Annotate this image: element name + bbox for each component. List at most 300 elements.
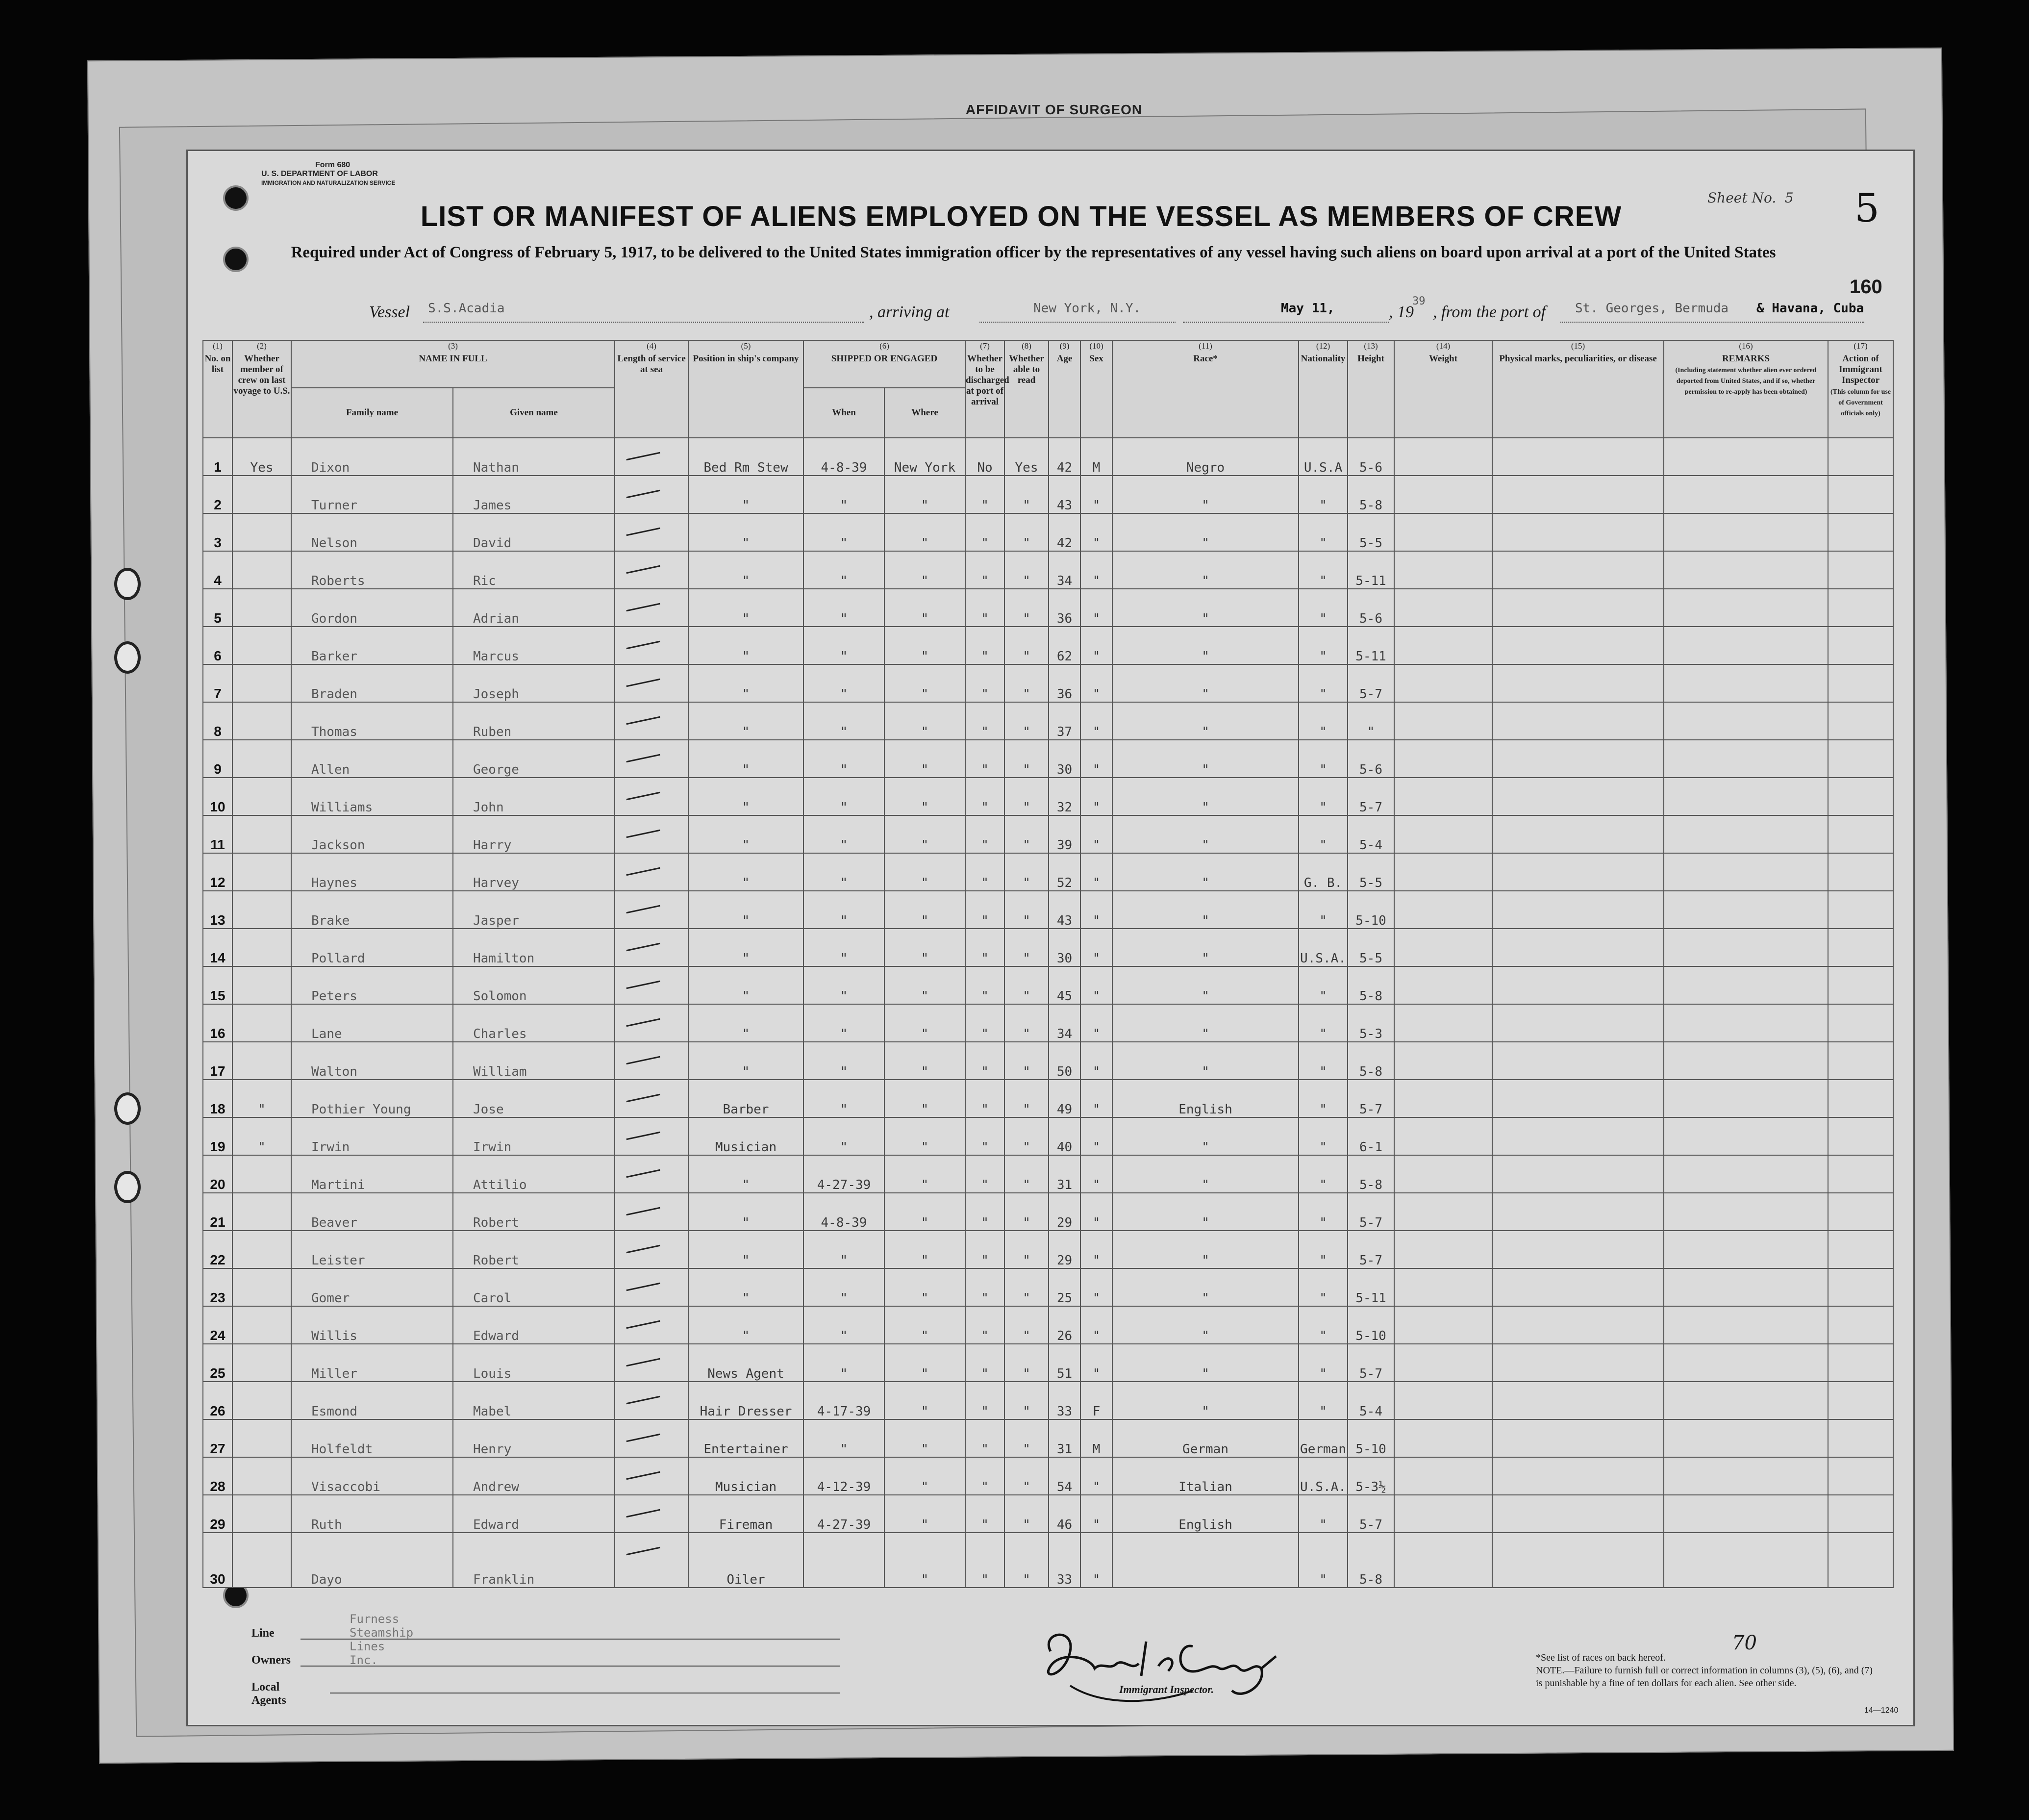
- col-num: (8): [1022, 341, 1031, 351]
- family-name-cell: Willis: [291, 1306, 453, 1344]
- nationality-cell: ": [1299, 1495, 1348, 1533]
- able-to-read-cell: ": [1004, 1495, 1049, 1533]
- shipped-when-cell: ": [803, 1306, 884, 1344]
- inspector-action-cell: [1828, 1495, 1893, 1533]
- remarks-cell: [1664, 627, 1828, 664]
- table-row: [203, 702, 1893, 740]
- manifest-sheet: [186, 150, 1915, 1726]
- height-cell: 5-8: [1348, 476, 1394, 513]
- service-length-cell: [615, 664, 688, 702]
- physical-marks-cell: [1492, 740, 1664, 778]
- col-num: (3): [448, 341, 458, 351]
- remarks-cell: [1664, 1080, 1828, 1117]
- shipped-where-cell: ": [884, 891, 965, 929]
- height-cell: 5-7: [1348, 778, 1394, 815]
- race-cell: ": [1112, 1268, 1299, 1306]
- weight-cell: [1394, 1268, 1492, 1306]
- shipped-where-cell: ": [884, 815, 965, 853]
- col-header-where: Where: [884, 388, 965, 438]
- age-cell: 29: [1049, 1193, 1080, 1231]
- col-header-discharged: [965, 340, 1009, 438]
- able-to-read-cell: ": [1004, 815, 1049, 853]
- col-label: SHIPPED OR ENGAGED: [831, 354, 938, 364]
- row-number-cell: 5: [203, 589, 232, 627]
- discharged-cell: ": [965, 1495, 1004, 1533]
- height-cell: 5-10: [1348, 1419, 1394, 1457]
- shipped-where-cell: ": [884, 1419, 965, 1457]
- weight-cell: [1394, 1344, 1492, 1382]
- service-length-cell: [615, 1080, 688, 1117]
- position-cell: ": [688, 1231, 803, 1268]
- discharged-cell: ": [965, 664, 1004, 702]
- service-length-cell: [615, 1419, 688, 1457]
- discharged-cell: ": [965, 1382, 1004, 1419]
- family-name-cell: Gordon: [291, 589, 453, 627]
- row-number-cell: 13: [203, 891, 232, 929]
- crew-last-voyage-cell: [232, 1306, 291, 1344]
- shipped-when-cell: ": [803, 1268, 884, 1306]
- nationality-cell: ": [1299, 1193, 1348, 1231]
- service-length-cell: [615, 1042, 688, 1080]
- height-cell: 5-6: [1348, 438, 1394, 476]
- sex-cell: M: [1080, 438, 1112, 476]
- crew-last-voyage-cell: [232, 1004, 291, 1042]
- able-to-read-cell: ": [1004, 1231, 1049, 1268]
- given-name-cell: Robert: [453, 1231, 615, 1268]
- age-cell: 49: [1049, 1080, 1080, 1117]
- shipped-where-cell: ": [884, 664, 965, 702]
- family-name-cell: Roberts: [291, 551, 453, 589]
- inspector-action-cell: [1828, 513, 1893, 551]
- discharged-cell: ": [965, 891, 1004, 929]
- position-cell: ": [688, 702, 803, 740]
- inspector-action-cell: [1828, 1117, 1893, 1155]
- position-cell: ": [688, 1306, 803, 1344]
- physical-marks-cell: [1492, 1268, 1664, 1306]
- physical-marks-cell: [1492, 1495, 1664, 1533]
- able-to-read-cell: Yes: [1004, 438, 1049, 476]
- age-cell: 43: [1049, 476, 1080, 513]
- race-cell: ": [1112, 1042, 1299, 1080]
- col-header-length: [615, 340, 688, 438]
- col-label: NAME IN FULL: [419, 354, 487, 364]
- crew-last-voyage-cell: [232, 966, 291, 1004]
- form-header: [261, 161, 395, 187]
- family-name-cell: Beaver: [291, 1193, 453, 1231]
- penalty-note: NOTE.—Failure to furnish full or correct information in columns (3), (5), (6), and (7) is punishable by a fine of ten dollars for each alien. See other side.: [1536, 1665, 1873, 1689]
- table-row: [203, 1155, 1893, 1193]
- service-length-cell: [615, 1193, 688, 1231]
- race-cell: ": [1112, 513, 1299, 551]
- shipped-when-cell: ": [803, 1344, 884, 1382]
- row-number-cell: 10: [203, 778, 232, 815]
- able-to-read-cell: ": [1004, 476, 1049, 513]
- position-cell: ": [688, 476, 803, 513]
- race-cell: ": [1112, 476, 1299, 513]
- service-length-cell: [615, 1382, 688, 1419]
- able-to-read-cell: ": [1004, 1042, 1049, 1080]
- shipped-where-cell: New York: [884, 438, 965, 476]
- inspector-action-cell: [1828, 1042, 1893, 1080]
- line-value: Furness Steamship Lines Inc.: [350, 1612, 414, 1667]
- weight-cell: [1394, 1080, 1492, 1117]
- crew-last-voyage-cell: [232, 1231, 291, 1268]
- family-name-cell: Williams: [291, 778, 453, 815]
- remarks-cell: [1664, 551, 1828, 589]
- remarks-cell: [1664, 1193, 1828, 1231]
- col-label: Nationality: [1301, 354, 1346, 364]
- age-cell: 39: [1049, 815, 1080, 853]
- race-cell: Italian: [1112, 1457, 1299, 1495]
- discharged-cell: ": [965, 1193, 1004, 1231]
- family-name-cell: Brake: [291, 891, 453, 929]
- col-header-height: [1348, 340, 1394, 438]
- height-cell: 5-10: [1348, 1306, 1394, 1344]
- binder-ring: [114, 1171, 141, 1203]
- given-name-cell: Irwin: [453, 1117, 615, 1155]
- age-cell: 29: [1049, 1231, 1080, 1268]
- crew-last-voyage-cell: [232, 589, 291, 627]
- height-cell: 5-11: [1348, 551, 1394, 589]
- col-header-nationality: [1299, 340, 1348, 438]
- race-cell: ": [1112, 551, 1299, 589]
- row-number-cell: 14: [203, 929, 232, 966]
- weight-cell: [1394, 1419, 1492, 1457]
- nationality-cell: ": [1299, 740, 1348, 778]
- race-cell: [1112, 1533, 1299, 1588]
- inspector-action-cell: [1828, 1231, 1893, 1268]
- given-name-cell: James: [453, 476, 615, 513]
- family-name-cell: Esmond: [291, 1382, 453, 1419]
- col-label: Race*: [1193, 354, 1218, 364]
- height-cell: 5-7: [1348, 1495, 1394, 1533]
- col-header-position: [688, 340, 803, 438]
- department-name: U. S. DEPARTMENT OF LABOR: [261, 170, 378, 178]
- age-cell: 25: [1049, 1268, 1080, 1306]
- age-cell: 30: [1049, 740, 1080, 778]
- able-to-read-cell: ": [1004, 1457, 1049, 1495]
- height-cell: 5-8: [1348, 1042, 1394, 1080]
- age-cell: 34: [1049, 1004, 1080, 1042]
- family-name-cell: Nelson: [291, 513, 453, 551]
- vessel-label: Vessel: [369, 303, 410, 321]
- given-name-cell: Henry: [453, 1419, 615, 1457]
- col-header-shipped: [803, 340, 965, 388]
- age-cell: 30: [1049, 929, 1080, 966]
- position-cell: ": [688, 929, 803, 966]
- race-cell: ": [1112, 627, 1299, 664]
- weight-cell: [1394, 1382, 1492, 1419]
- col-num: (6): [879, 341, 889, 351]
- shipped-when-cell: ": [803, 513, 884, 551]
- remarks-cell: [1664, 1382, 1828, 1419]
- inspector-action-cell: [1828, 1419, 1893, 1457]
- shipped-where-cell: ": [884, 589, 965, 627]
- weight-cell: [1394, 664, 1492, 702]
- remarks-cell: [1664, 1533, 1828, 1588]
- departure-port-added: & Havana, Cuba: [1756, 301, 1864, 316]
- height-cell: 5-5: [1348, 513, 1394, 551]
- shipped-when-cell: 4-17-39: [803, 1382, 884, 1419]
- physical-marks-cell: [1492, 702, 1664, 740]
- col-num: (1): [213, 341, 223, 351]
- col-num: (12): [1316, 341, 1330, 351]
- nationality-cell: ": [1299, 1155, 1348, 1193]
- col-label: Weight: [1428, 354, 1458, 364]
- shipped-where-cell: ": [884, 476, 965, 513]
- handwritten-mark: 70: [1732, 1632, 1757, 1654]
- table-row: [203, 891, 1893, 929]
- crew-last-voyage-cell: [232, 815, 291, 853]
- remarks-cell: [1664, 1344, 1828, 1382]
- height-cell: ": [1348, 702, 1394, 740]
- position-cell: ": [688, 1193, 803, 1231]
- row-number-cell: 15: [203, 966, 232, 1004]
- shipped-where-cell: ": [884, 551, 965, 589]
- nationality-cell: ": [1299, 1344, 1348, 1382]
- service-length-cell: [615, 1533, 688, 1588]
- shipped-when-cell: ": [803, 853, 884, 891]
- from-label: , from the port of: [1433, 303, 1546, 321]
- nationality-cell: ": [1299, 1117, 1348, 1155]
- shipped-where-cell: ": [884, 627, 965, 664]
- row-number-cell: 30: [203, 1533, 232, 1588]
- race-cell: ": [1112, 589, 1299, 627]
- physical-marks-cell: [1492, 1004, 1664, 1042]
- race-cell: English: [1112, 1495, 1299, 1533]
- table-row: [203, 929, 1893, 966]
- sex-cell: ": [1080, 476, 1112, 513]
- inspector-action-cell: [1828, 589, 1893, 627]
- family-name-cell: Pollard: [291, 929, 453, 966]
- col-label: Position in ship's company: [693, 354, 799, 364]
- remarks-cell: [1664, 664, 1828, 702]
- weight-cell: [1394, 1306, 1492, 1344]
- discharged-cell: ": [965, 1533, 1004, 1588]
- given-name-cell: Harry: [453, 815, 615, 853]
- given-name-cell: Joseph: [453, 664, 615, 702]
- age-cell: 31: [1049, 1155, 1080, 1193]
- shipped-when-cell: ": [803, 1004, 884, 1042]
- age-cell: 62: [1049, 627, 1080, 664]
- owners-label: Owners: [251, 1654, 291, 1667]
- family-name-cell: Leister: [291, 1231, 453, 1268]
- table-row: [203, 1193, 1893, 1231]
- race-cell: ": [1112, 1231, 1299, 1268]
- sex-cell: M: [1080, 1419, 1112, 1457]
- row-number-cell: 1: [203, 438, 232, 476]
- table-row: [203, 1419, 1893, 1457]
- arrival-year: 39: [1412, 295, 1426, 307]
- col-num: (11): [1199, 341, 1212, 351]
- col-label: Whether member of crew on last voyage to U.S.: [233, 354, 290, 396]
- race-cell: ": [1112, 1193, 1299, 1231]
- nationality-cell: ": [1299, 815, 1348, 853]
- table-row: [203, 1344, 1893, 1382]
- row-number-cell: 16: [203, 1004, 232, 1042]
- sex-cell: F: [1080, 1382, 1112, 1419]
- sex-cell: ": [1080, 1155, 1112, 1193]
- race-cell: ": [1112, 815, 1299, 853]
- shipped-where-cell: ": [884, 966, 965, 1004]
- height-cell: 5-6: [1348, 589, 1394, 627]
- sex-cell: ": [1080, 966, 1112, 1004]
- given-name-cell: John: [453, 778, 615, 815]
- weight-cell: [1394, 740, 1492, 778]
- col-header-sex: [1080, 340, 1112, 438]
- discharged-cell: ": [965, 551, 1004, 589]
- position-cell: Oiler: [688, 1533, 803, 1588]
- crew-last-voyage-cell: [232, 1268, 291, 1306]
- physical-marks-cell: [1492, 891, 1664, 929]
- discharged-cell: ": [965, 1306, 1004, 1344]
- race-cell: ": [1112, 929, 1299, 966]
- service-length-cell: [615, 1457, 688, 1495]
- age-cell: 54: [1049, 1457, 1080, 1495]
- height-cell: 5-7: [1348, 1080, 1394, 1117]
- sex-cell: ": [1080, 1042, 1112, 1080]
- age-cell: 43: [1049, 891, 1080, 929]
- sex-cell: ": [1080, 1457, 1112, 1495]
- sheet-label: Sheet No.: [1707, 190, 1777, 206]
- weight-cell: [1394, 778, 1492, 815]
- binder-hole: [223, 247, 249, 272]
- shipped-when-cell: ": [803, 551, 884, 589]
- service-length-cell: [615, 1268, 688, 1306]
- manifest-subtitle: Required under Act of Congress of February 5, 1917, to be delivered to the United States immigration officer by the representatives of any vessel having such aliens on board upon arrival at a port of the United States: [291, 244, 1776, 261]
- able-to-read-cell: ": [1004, 1419, 1049, 1457]
- binder-ring: [114, 1092, 141, 1125]
- col-num: (9): [1059, 341, 1070, 351]
- age-cell: 37: [1049, 702, 1080, 740]
- table-row: [203, 664, 1893, 702]
- race-cell: ": [1112, 966, 1299, 1004]
- shipped-where-cell: ": [884, 1193, 965, 1231]
- service-length-cell: [615, 702, 688, 740]
- col-header-when: When: [803, 388, 884, 438]
- table-row: [203, 1117, 1893, 1155]
- family-name-cell: Allen: [291, 740, 453, 778]
- family-name-cell: Haynes: [291, 853, 453, 891]
- sex-cell: ": [1080, 929, 1112, 966]
- nationality-cell: ": [1299, 1533, 1348, 1588]
- able-to-read-cell: ": [1004, 1117, 1049, 1155]
- height-cell: 5-11: [1348, 1268, 1394, 1306]
- physical-marks-cell: [1492, 1117, 1664, 1155]
- height-cell: 5-5: [1348, 929, 1394, 966]
- table-row: [203, 1533, 1893, 1588]
- table-row: [203, 1495, 1893, 1533]
- row-number-cell: 4: [203, 551, 232, 589]
- physical-marks-cell: [1492, 1457, 1664, 1495]
- crew-last-voyage-cell: [232, 1344, 291, 1382]
- sex-cell: ": [1080, 1231, 1112, 1268]
- manifest-title: LIST OR MANIFEST OF ALIENS EMPLOYED ON THE VESSEL AS MEMBERS OF CREW: [420, 201, 1622, 232]
- service-length-cell: [615, 740, 688, 778]
- given-name-cell: William: [453, 1042, 615, 1080]
- position-cell: ": [688, 513, 803, 551]
- able-to-read-cell: ": [1004, 1155, 1049, 1193]
- family-name-cell: Jackson: [291, 815, 453, 853]
- position-cell: ": [688, 891, 803, 929]
- shipped-where-cell: ": [884, 1117, 965, 1155]
- given-name-cell: Charles: [453, 1004, 615, 1042]
- sex-cell: ": [1080, 1495, 1112, 1533]
- given-name-cell: Jasper: [453, 891, 615, 929]
- row-number-cell: 18: [203, 1080, 232, 1117]
- remarks-cell: [1664, 513, 1828, 551]
- weight-cell: [1394, 815, 1492, 853]
- sex-cell: ": [1080, 1306, 1112, 1344]
- table-row: [203, 1080, 1893, 1117]
- shipped-when-cell: 4-8-39: [803, 1193, 884, 1231]
- physical-marks-cell: [1492, 551, 1664, 589]
- age-cell: 31: [1049, 1419, 1080, 1457]
- weight-cell: [1394, 966, 1492, 1004]
- table-row: [203, 966, 1893, 1004]
- nationality-cell: ": [1299, 627, 1348, 664]
- shipped-when-cell: 4-27-39: [803, 1495, 884, 1533]
- position-cell: ": [688, 853, 803, 891]
- crew-last-voyage-cell: [232, 1533, 291, 1588]
- remarks-cell: [1664, 1117, 1828, 1155]
- age-cell: 45: [1049, 966, 1080, 1004]
- able-to-read-cell: ": [1004, 966, 1049, 1004]
- physical-marks-cell: [1492, 1080, 1664, 1117]
- height-cell: 5-8: [1348, 1155, 1394, 1193]
- table-row: [203, 778, 1893, 815]
- sex-cell: ": [1080, 627, 1112, 664]
- age-cell: 42: [1049, 438, 1080, 476]
- shipped-where-cell: ": [884, 1382, 965, 1419]
- shipped-when-cell: ": [803, 1042, 884, 1080]
- col-header-weight: [1394, 340, 1492, 438]
- age-cell: 34: [1049, 551, 1080, 589]
- weight-cell: [1394, 1004, 1492, 1042]
- shipped-when-cell: ": [803, 929, 884, 966]
- physical-marks-cell: [1492, 929, 1664, 966]
- height-cell: 5-7: [1348, 1193, 1394, 1231]
- remarks-cell: [1664, 702, 1828, 740]
- row-number-cell: 2: [203, 476, 232, 513]
- remarks-cell: [1664, 1419, 1828, 1457]
- inspector-action-cell: [1828, 778, 1893, 815]
- age-cell: 46: [1049, 1495, 1080, 1533]
- crew-last-voyage-cell: [232, 1193, 291, 1231]
- able-to-read-cell: ": [1004, 891, 1049, 929]
- height-cell: 6-1: [1348, 1117, 1394, 1155]
- footer-notes: [1536, 1651, 1879, 1690]
- port-rule: [1560, 322, 1864, 323]
- given-name-cell: Harvey: [453, 853, 615, 891]
- height-cell: 5-5: [1348, 853, 1394, 891]
- shipped-when-cell: ": [803, 589, 884, 627]
- given-name-cell: Ruben: [453, 702, 615, 740]
- physical-marks-cell: [1492, 966, 1664, 1004]
- weight-cell: [1394, 1117, 1492, 1155]
- table-row: [203, 815, 1893, 853]
- crew-last-voyage-cell: [232, 513, 291, 551]
- col-header-marks: [1492, 340, 1664, 438]
- family-name-cell: Lane: [291, 1004, 453, 1042]
- service-length-cell: [615, 815, 688, 853]
- shipped-when-cell: ": [803, 1117, 884, 1155]
- nationality-cell: U.S.A.: [1299, 929, 1348, 966]
- inspector-action-cell: [1828, 929, 1893, 966]
- remarks-cell: [1664, 891, 1828, 929]
- crew-last-voyage-cell: [232, 627, 291, 664]
- row-number-cell: 19: [203, 1117, 232, 1155]
